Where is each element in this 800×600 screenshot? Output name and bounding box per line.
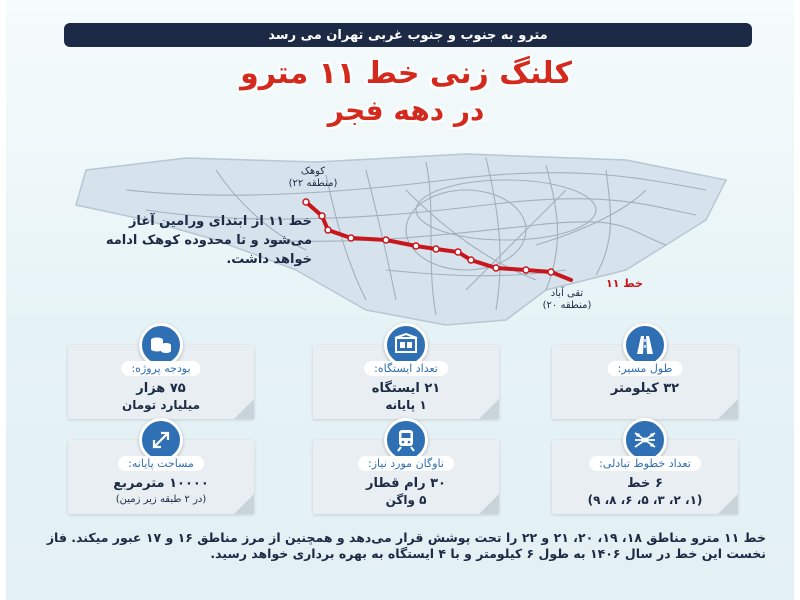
station-marker (468, 257, 474, 263)
line-11-tag: خط ۱۱ (606, 277, 643, 290)
station-marker (383, 237, 389, 243)
station-marker (548, 269, 554, 275)
card-value-secondary: ۵ واگن (385, 493, 427, 507)
subtitle-bar (64, 23, 752, 47)
card-corner (718, 399, 738, 419)
card-corner (479, 494, 499, 514)
station-marker (348, 235, 354, 241)
north-station-label (268, 166, 358, 190)
station-marker (523, 267, 529, 273)
card-corner (718, 494, 738, 514)
card-value: ۳۲ کیلومتر (610, 381, 680, 396)
card-value-secondary: (۱، ۲، ۳، ۵، ۶، ۸، ۹) (587, 493, 703, 507)
card-label: تعداد ایستگاه: (364, 361, 448, 376)
south-station-label (522, 288, 612, 312)
card-value: ۷۵ هزار (136, 381, 186, 396)
station-marker (413, 243, 419, 249)
card-station-count (313, 345, 499, 419)
card-project-budget (68, 345, 254, 419)
card-value: ۳۰ رام قطار (366, 476, 446, 491)
card-terminal-area (68, 440, 254, 514)
north-station-region: (منطقه ۲۲) (288, 178, 338, 189)
subtitle-text: مترو به جنوب و جنوب غربی تهران می رسد (268, 27, 548, 43)
map-description: خط ۱۱ از ابتدای ورامین آغاز می‌شود و تا محدوده کوهک ادامه خواهد داشت. (105, 214, 312, 267)
card-value-secondary: (در ۲ طبقه زیر زمین) (115, 494, 207, 505)
station-marker (433, 246, 439, 252)
station-marker (303, 199, 309, 205)
card-label: تعداد خطوط تبادلی: (589, 456, 701, 471)
card-interchange-lines (552, 440, 738, 514)
card-label: ناوگان مورد نیاز: (358, 456, 454, 471)
north-station-name: کوهک (300, 166, 326, 177)
station-marker (319, 213, 325, 219)
title-line-2: در دهه فجر (327, 94, 485, 127)
card-value-secondary: میلیارد تومان (121, 398, 201, 412)
card-route-length (552, 345, 738, 419)
card-fleet (313, 440, 499, 514)
card-value: ۱۰۰۰۰ مترمربع (113, 476, 209, 491)
card-label: طول مسیر: (608, 361, 683, 376)
card-value: ۲۱ ایستگاه (371, 381, 441, 396)
station-marker (325, 227, 331, 233)
card-corner (234, 494, 254, 514)
station-marker (455, 249, 461, 255)
title-line-1: کلنگ زنی خط ۱۱ مترو (240, 56, 572, 91)
station-marker (493, 265, 499, 271)
card-value: ۶ خط (627, 476, 663, 491)
card-corner (479, 399, 499, 419)
footer-text: خط ۱۱ مترو مناطق ۱۸، ۱۹، ۲۰، ۲۱ و ۲۲ را تحت پوشش قرار می‌دهد و همچنین از مرز مناطق ۱۶ و ۱۷ عبور میکند. فاز نخست این خط در سال ۱۴۰۶ به طول ۶ کیلومتر و با ۴ ایستگاه به بهره برداری خواهد رسید. (46, 530, 766, 561)
card-label: مساحت پایانه: (118, 456, 204, 471)
south-station-name: تقی آباد (550, 288, 584, 299)
south-station-region: (منطقه ۲۰) (542, 300, 592, 311)
card-label: بودجه پروژه: (121, 361, 200, 376)
card-corner (234, 399, 254, 419)
card-value-secondary: ۱ پایانه (385, 398, 427, 412)
